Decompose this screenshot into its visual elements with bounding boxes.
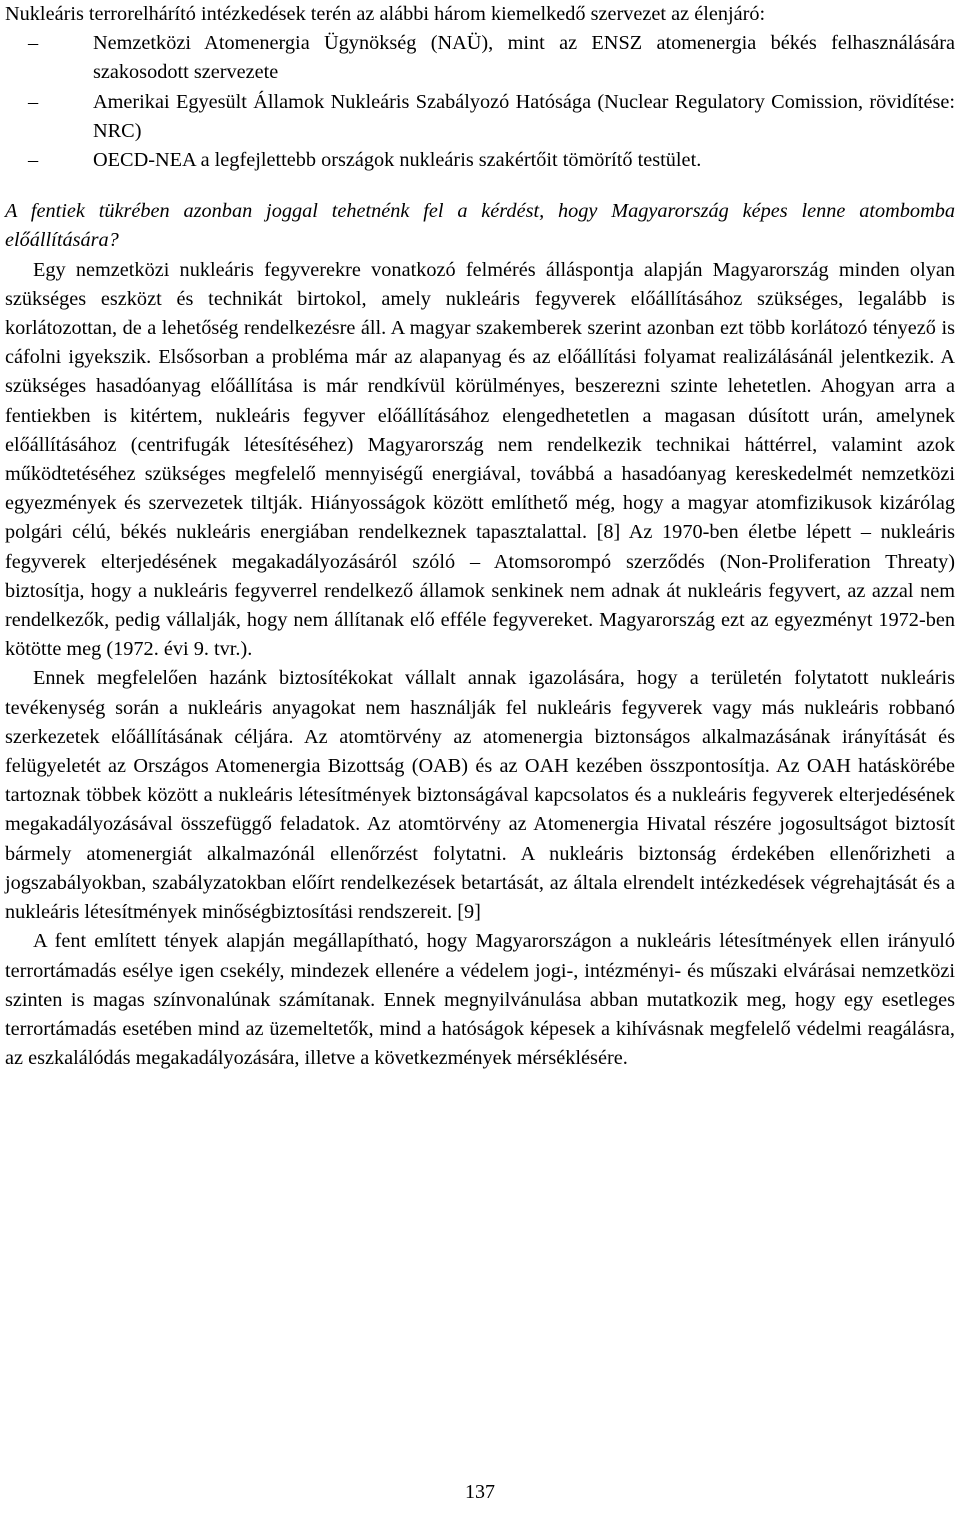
body-paragraph: Egy nemzetközi nukleáris fegyverekre vonatkozó felmérés álláspontja alapján Magyarország minden olyan szükséges eszközt és technikát birtokol, amely nukleáris fegyverek előállításához szükséges, legalább is korlátozottan, de a lehetőség rendelkezésre áll. A magyar szakemberek szerint azonban ezt több korlátozó tényező is cáfolni igyekszik. Elsősorban a probléma már az alapanyag és az előállítási folyamat realizálásánál jelentkezik. A szükséges hasadóanyag előállítása is már rendkívül körülményes, beszerezni szinte lehetetlen. Ahogyan arra a fentiekben is kitértem, nukleáris fegyver előállításához elengedhetetlen a magasan dúsított urán, amelynek előállításához (centrifugák létesítéséhez) Magyarország nem rendelkezik technikai háttérrel, valamint azok működtetéséhez szükséges megfelelő mennyiségű energiával, továbbá a hasadóanyag kereskedelmét nemzetközi egyezmények és szervezetek tiltják. Hiányosságok között említhető még, hogy a magyar atomfizikusok kizárólag polgári célú, békés nukleáris energiában rendelkeznek tapasztalattal. [8] Az 1970-ben életbe lépett – nukleáris fegyverek elterjedésének megakadályozásáról szóló – Atomsorompó szerződés (Non-Proliferation Threaty) biztosítja, hogy a nukleáris fegyverrel rendelkező államok senkinek nem adnak át nukleáris fegyvert, az azzal nem rendelkezők, pedig vállalják, hogy nem állítanak elő efféle fegyvereket. Magyarország ezt az egyezményt 1972-ben kötötte meg (1972. évi 9. tvr.).	[5, 258, 955, 661]
dash-bullet-icon: –	[28, 149, 39, 172]
list-item	[28, 29, 955, 87]
question-paragraph: A fentiek tükrében azonban joggal tehetnénk fel a kérdést, hogy Magyarország képes lenne atombomba előállítására?	[5, 200, 955, 252]
page-number: 137	[465, 1481, 495, 1503]
dash-bullet-icon: –	[28, 90, 39, 113]
dash-bullet-icon: –	[28, 32, 39, 55]
list-item	[28, 88, 955, 146]
body-paragraph: Ennek megfelelően hazánk biztosítékokat vállalt annak igazolására, hogy a területén folytatott nukleáris tevékenység során a nukleáris anyagokat nem használják fel nukleáris fegyverek vagy más nukleáris robbanó szerkezetek előállításának céljára. Az atomtörvény az atomenergia biztonságos alkalmazásának irányítását és felügyeletét az Országos Atomenergia Bizottság (OAB) és az OAH kezében összpontosítja. Az OAH hatáskörébe tartoznak többek között a nukleáris létesítmények biztonságával kapcsolatos és a nukleáris fegyverek elterjedésének megakadályozásával összefüggő feladatok. Az atomtörvény az Atomenergia Hivatal részére jogosultságot biztosít bármely atomenergiát alkalmazónál ellenőrzést folytatni. A nukleáris biztonság érdekében ellenőrizheti a jogszabályokban, szabályzatokban előírt rendelkezések betartását, az általa elrendelt intézkedések végrehajtását és a nukleáris létesítmények minőségbiztosítási rendszereit. [9]	[5, 667, 955, 924]
body-paragraph: A fent említett tények alapján megállapítható, hogy Magyarországon a nukleáris létesítmények ellen irányuló terrortámadás esélye igen csekély, mindezek ellenére a védelem jogi-, intézményi- és műszaki elvárásai nemzetközi szinten is magas színvonalúnak számítanak. Ennek megnyilvánulása abban mutatkozik meg, hogy egy esetleges terrortámadás esetében mind az üzemeltetők, mind a hatóságok képesek a kihívásnak megfelelő védelmi reagálásra, az eszkalálódás megakadályozására, illetve a következmények mérséklésére.	[5, 930, 955, 1070]
document-page	[5, 0, 955, 1073]
list-item	[28, 146, 955, 175]
intro-paragraph: Nukleáris terrorelhárító intézkedések terén az alábbi három kiemelkedő szervezet az élenjáró:	[5, 3, 766, 25]
list-item-text: Amerikai Egyesült Államok Nukleáris Szabályozó Hatósága (Nuclear Regulatory Comission, rövidítése: NRC)	[93, 90, 955, 142]
organization-list	[5, 29, 955, 175]
list-item-text: OECD-NEA a legfejlettebb országok nukleáris szakértőit tömörítő testület.	[93, 149, 702, 172]
list-item-text: Nemzetközi Atomenergia Ügynökség (NAÜ), mint az ENSZ atomenergia békés felhasználására szakosodott szervezete	[93, 32, 955, 84]
